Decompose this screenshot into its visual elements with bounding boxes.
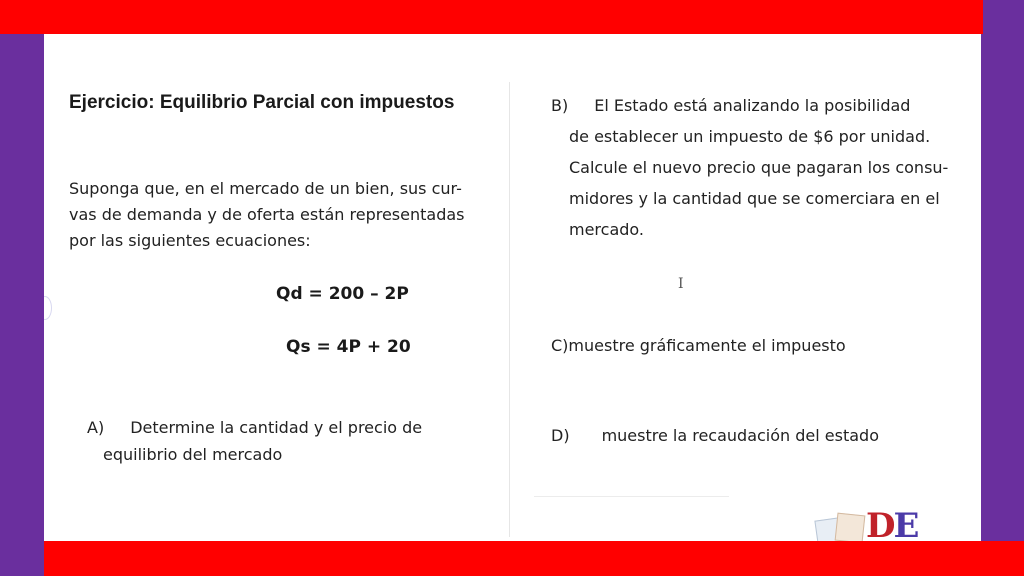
slide-canvas — [44, 34, 981, 541]
question-c: C)muestre gráficamente el impuesto — [551, 336, 846, 355]
frame-corner — [0, 541, 44, 576]
question-a-text: Determine la cantidad y el precio de — [130, 418, 423, 437]
column-divider — [509, 82, 510, 537]
supply-equation: Qs = 4P + 20 — [286, 337, 411, 357]
question-d-text: muestre la recaudación del estado — [601, 426, 879, 445]
text-cursor-icon: I — [678, 276, 684, 292]
question-a-line1 — [87, 414, 467, 441]
logo-letter-e: E — [893, 506, 918, 541]
question-b-rest: de establecer un impuesto de $6 por unidad. Calcule el nuevo precio que pagaran los consu- midores y la cantidad que se comerciara en el mercado. — [569, 127, 949, 239]
question-a-line2: equilibrio del mercado — [103, 445, 283, 464]
money-icon — [835, 513, 866, 541]
edge-marker — [44, 296, 52, 320]
exercise-title: Ejercicio: Equilibrio Parcial con impuestos — [69, 92, 455, 113]
logo-letters — [866, 506, 917, 541]
question-d — [551, 426, 879, 445]
question-a — [87, 414, 467, 468]
channel-logo — [816, 506, 926, 541]
logo-letter-d: D — [866, 506, 894, 541]
top-red-banner — [0, 0, 983, 34]
demand-equation: Qd = 200 – 2P — [276, 284, 409, 304]
question-b — [551, 90, 961, 245]
intro-paragraph: Suponga que, en el mercado de un bien, sus cur- vas de demanda y de oferta están representadas por las siguientes ecuaciones: — [69, 179, 465, 250]
question-b-text: El Estado está analizando la posibilidad — [594, 96, 911, 115]
question-b-label: B) — [551, 96, 569, 115]
question-b-line1 — [551, 90, 961, 121]
bottom-red-banner — [44, 541, 1024, 576]
question-a-label: A) — [87, 418, 105, 437]
question-d-label: D) — [551, 426, 570, 445]
faint-underline — [534, 496, 729, 497]
